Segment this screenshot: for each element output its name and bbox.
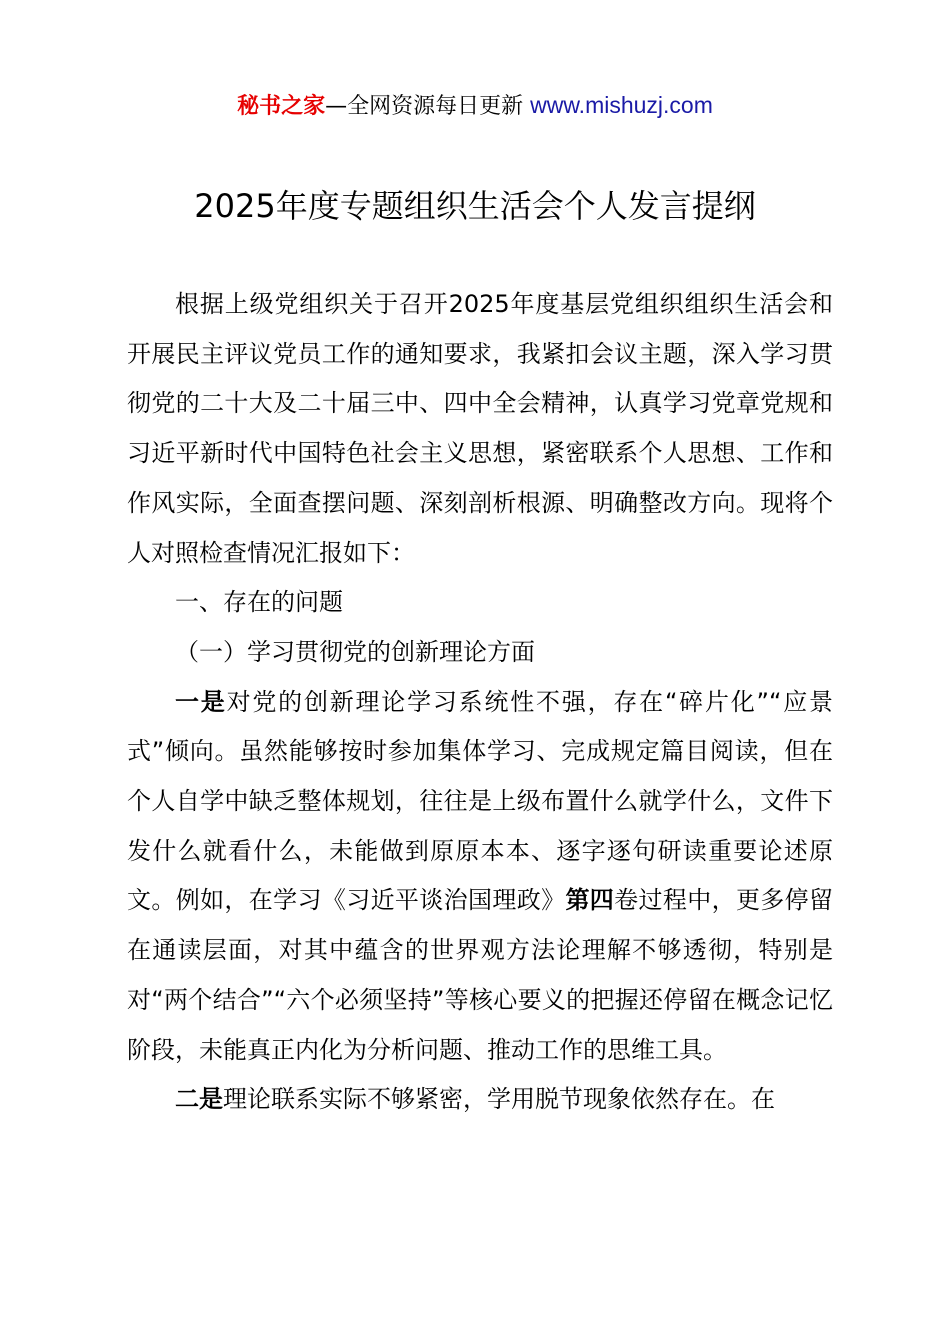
point-two-paragraph — [127, 1075, 833, 1125]
subsection-heading-theory: （一）学习贯彻党的创新理论方面 — [175, 637, 535, 666]
point-two-lead: 二是 — [175, 1085, 223, 1114]
point-one-text-a: 对党的创新理论学习系统性不强，存在“碎片化”“应景式”倾向。虽然能够按时参加集体学习、完成规定篇目阅读，但在个人自学中缺乏整体规划，往往是上级布置什么就学什么，文件下发什么就看什么，未能做到原原本本、逐字逐句研读重要论述原文。例如，在学习《习近平谈治国理政》 — [127, 687, 833, 915]
site-brand: 秘书之家 — [237, 94, 326, 119]
point-two-text: 理论联系实际不够紧密，学用脱节现象依然存在。在 — [223, 1085, 775, 1114]
point-one-lead: 一是 — [175, 687, 227, 716]
point-one-paragraph — [127, 678, 833, 1076]
site-url-link[interactable]: www.mishuzj.com — [530, 92, 713, 118]
site-slogan: —全网资源每日更新 — [325, 94, 531, 119]
section-heading-problems: 一、存在的问题 — [175, 588, 343, 617]
document-body — [127, 280, 833, 1125]
document-title: 2025年度专题组织生活会个人发言提纲 — [194, 187, 756, 225]
site-header — [0, 88, 950, 124]
intro-paragraph: 根据上级党组织关于召开2025年度基层党组织组织生活会和开展民主评议党员工作的通知要求，我紧扣会议主题，深入学习贯彻党的二十大及二十届三中、四中全会精神，认真学习党章党规和习近平新时代中国特色社会主义思想，紧密联系个人思想、工作和作风实际，全面查摆问题、深刻剖析根源、明确整改方向。现将个人对照检查情况汇报如下： — [127, 290, 833, 567]
point-one-bold-volume: 第四 — [565, 886, 615, 915]
point-one-text-b: 卷过程中，更多停留在通读层面，对其中蕴含的世界观方法论理解不够透彻，特别是对“两个结合”“六个必须坚持”等核心要义的把握还停留在概念记忆阶段，未能真正内化为分析问题、推动工作的思维工具。 — [127, 886, 834, 1064]
